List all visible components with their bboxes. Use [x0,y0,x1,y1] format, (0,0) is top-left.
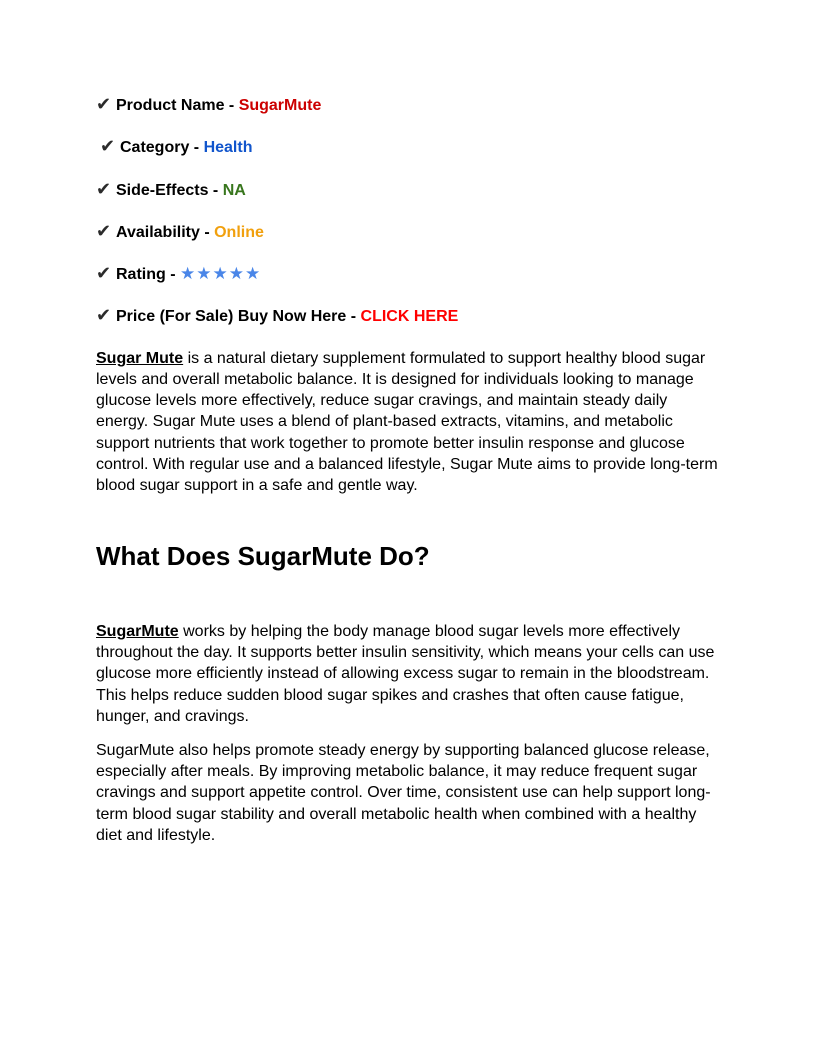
side-effects-value: NA [222,181,246,199]
fact-product-name [96,94,720,116]
section-paragraph-2: SugarMute also helps promote steady energy by supporting balanced glucose release, especially after meals. By improving metabolic balance, it may reduce frequent sugar cravings and support appetite control. Over time, consistent use can help support long-term blood sugar stability and overall metabolic health when combined with a healthy diet and lifestyle. [96,742,711,844]
sugarmute-link[interactable]: SugarMute [96,623,179,640]
fact-label: Product Name - [116,97,239,114]
fact-label: Price (For Sale) Buy Now Here - [116,308,361,326]
star-rating-icon: ★★★★★ [180,264,262,285]
section-heading: What Does SugarMute Do? [96,541,430,571]
fact-availability [96,221,720,243]
fact-category [96,136,720,158]
fact-label: Availability - [116,223,215,241]
section-body [96,621,720,846]
section-paragraph-1-text: works by helping the body manage blood sugar levels more effectively throughout the day. It supports better insulin sensitivity, which means your cells can use glucose more efficiently instead of allowing excess sugar to remain in the bloodstream. This helps reduce sudden blood sugar spikes and crashes that often cause fatigue, hunger, and cravings. [96,623,715,725]
availability-value: Online [214,223,264,241]
sugar-mute-link[interactable]: Sugar Mute [96,349,184,367]
intro-paragraph [96,348,720,496]
checkmark-icon: ✔ [96,263,112,285]
product-name-value: SugarMute [238,97,322,114]
checkmark-icon: ✔ [96,94,112,115]
click-here-link[interactable]: CLICK HERE [360,308,459,326]
section-paragraph-1 [96,621,720,727]
checkmark-icon: ✔ [96,305,112,327]
checkmark-icon: ✔ [100,136,116,158]
checkmark-icon: ✔ [96,220,112,242]
product-facts-list [96,94,720,327]
fact-side-effects [96,179,720,201]
fact-label: Rating - [116,266,180,284]
checkmark-icon: ✔ [96,178,112,200]
fact-label: Category - [120,139,204,157]
product-info [96,94,720,496]
fact-price [96,305,720,327]
fact-rating [96,263,720,285]
intro-text: is a natural dietary supplement formulated to support healthy blood sugar levels and overall metabolic balance. It is designed for individuals looking to manage glucose levels more effectively, reduce sugar cravings, and maintain steady daily energy. Sugar Mute uses a blend of plant-based extracts, vitamins, and metabolic support nutrients that work together to promote better insulin response and glucose control. With regular use and a balanced lifestyle, Sugar Mute aims to provide long-term blood sugar support in a safe and gentle way. [96,349,718,494]
fact-label: Side-Effects - [116,181,223,199]
category-value: Health [203,139,253,157]
